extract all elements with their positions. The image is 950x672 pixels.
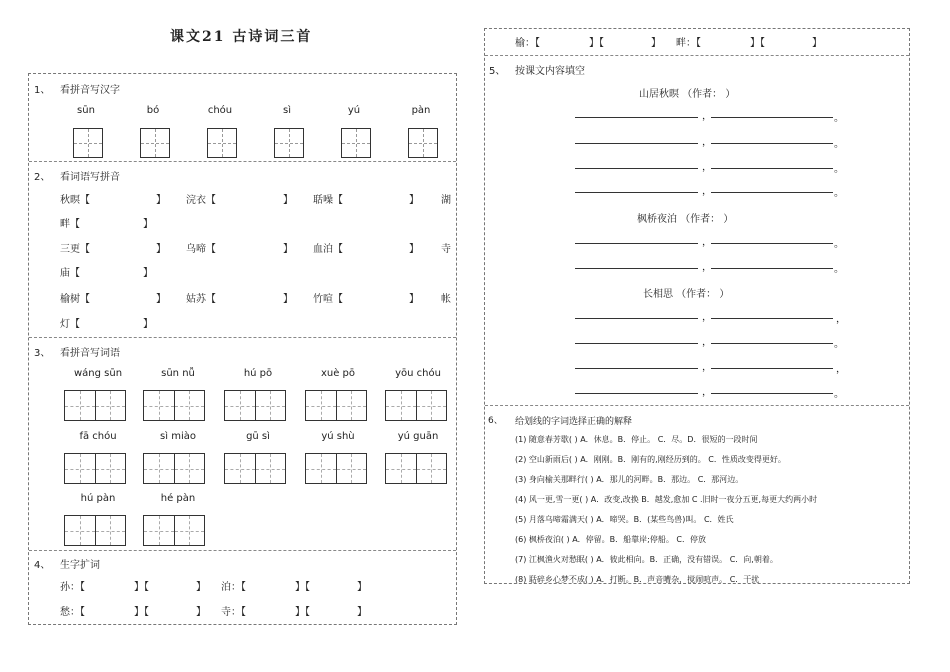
pinyin-wangsun: wáng sūn [73,368,123,379]
comma: ， [702,312,712,323]
word-sangeng: 三更【 [60,244,90,255]
section-1-number: 1、 [34,85,51,96]
bracket-close: 】 [283,294,293,305]
section-divider [29,161,456,162]
question-8: (8) 聒碎乡心梦不成( ) A．打断。B．声音嘈杂，搅闹喧声。 C．干扰 [515,575,760,584]
bracket-close: 】 [409,244,419,255]
writing-box-pair[interactable] [385,390,447,421]
comma: ， [702,262,712,273]
comma: ， [836,364,846,375]
pinyin-1: sūn [77,105,95,116]
answer-line[interactable] [711,343,833,344]
writing-box-pair[interactable] [143,390,205,421]
bracket-mid: 】【 [295,607,310,618]
word-sun: 孙：【 [60,582,85,593]
writing-box[interactable] [408,128,438,158]
section-4-number: 4、 [34,560,51,571]
answer-line[interactable] [575,368,698,369]
bracket-close: 】 [812,38,822,49]
writing-box-pair[interactable] [305,453,367,484]
section-4-header: 生字扩词 [60,560,100,571]
question-4: (4) 风一更,雪一更( ) A．改变,改换 B．越发,愈加 C .旧时一夜分五更,每更大约两小时 [515,495,818,504]
answer-line[interactable] [575,168,698,169]
bracket-close: 】 [283,244,293,255]
answer-line[interactable] [711,318,833,319]
section-2-header: 看词语写拼音 [60,172,120,183]
word-hu: 湖 [441,195,451,206]
comma: ， [702,237,712,248]
section-divider [485,405,909,406]
answer-line[interactable] [575,143,698,144]
question-3: (3) 身向榆关那畔行( ) A．那儿的河畔。B．那边。 C．那河边。 [515,475,744,484]
comma: ， [836,314,846,325]
pinyin-sunnv: sūn nǚ [161,368,195,379]
writing-box-pair[interactable] [305,390,367,421]
writing-box[interactable] [274,128,304,158]
section-3-header: 看拼音写词语 [60,348,120,359]
answer-line[interactable] [575,343,698,344]
section-1-header: 看拼音写汉字 [60,85,120,96]
pinyin-hupan: hú pàn [80,493,116,504]
pinyin-fachou: fā chóu [79,431,117,442]
question-6: (6) 枫桥夜泊( ) A．停留。B．船靠岸;停船。 C．停放 [515,535,706,544]
bracket-close: 】 [283,195,293,206]
bracket-mid: 】【 [295,582,310,593]
bracket-close: 】 [143,319,153,330]
section-divider [29,337,456,338]
pinyin-6: pàn [411,105,431,116]
pinyin-simiao: sì miào [160,431,196,442]
answer-line[interactable] [711,143,833,144]
pinyin-3: chóu [207,105,233,116]
answer-line[interactable] [711,192,833,193]
right-worksheet-panel [484,28,910,584]
bracket-close: 】 [651,38,661,49]
answer-line[interactable] [711,368,833,369]
comma: ， [702,111,712,122]
word-zhuxuan: 竹喧【 [313,294,343,305]
bracket-close: 】 [196,582,206,593]
word-huanyi: 浣衣【 [186,195,216,206]
period: 。 [834,113,844,124]
bracket-close: 】 [196,607,206,618]
bracket-close: 】 [156,195,166,206]
word-pan: 畔【 [60,219,80,230]
section-3-number: 3、 [34,348,51,359]
word-bo: 泊：【 [221,582,246,593]
writing-box-pair[interactable] [224,390,286,421]
word-yushu: 榆树【 [60,294,90,305]
pinyin-xuepo: xuè pō [320,368,356,379]
word-chou: 愁：【 [60,607,85,618]
section-6-number: 6、 [488,416,503,426]
writing-box[interactable] [341,128,371,158]
bracket-mid: 】【 [750,38,765,49]
writing-box[interactable] [207,128,237,158]
pinyin-youchou: yōu chóu [395,368,441,379]
period: 。 [834,139,844,150]
bracket-close: 】 [156,244,166,255]
pinyin-yuguan: yú guān [397,431,439,442]
comma: ， [702,362,712,373]
word-yu: 榆：【 [515,38,540,49]
writing-box-pair[interactable] [64,453,126,484]
section-5-header: 按课文内容填空 [515,66,585,77]
question-2: (2) 空山新雨后( ) A．刚刚。B．刚有的,刚经历到的。 C．性质改变得更好。 [515,455,786,464]
word-gusu: 姑苏【 [186,294,216,305]
writing-box[interactable] [73,128,103,158]
poem-title-fengqiaoyebo: 枫桥夜泊 （作者： ） [637,214,734,225]
writing-box-pair[interactable] [385,453,447,484]
question-7: (7) 江枫渔火对愁眠( ) A．彼此相向。B．正确，没有错误。 C．向,朝着。 [515,555,778,564]
answer-line[interactable] [575,268,698,269]
answer-line[interactable] [575,117,698,118]
page-title: 课文21 古诗词三首 [170,29,313,45]
word-zhang: 帐 [441,294,451,305]
pinyin-hupo: hú pō [243,368,273,379]
pinyin-4: sì [283,105,291,116]
word-miao: 庙【 [60,268,80,279]
period: 。 [834,164,844,175]
answer-line[interactable] [711,268,833,269]
bracket-close: 】 [357,582,367,593]
left-worksheet-panel [28,73,457,625]
period: 。 [834,264,844,275]
bracket-close: 】 [156,294,166,305]
section-5-number: 5、 [489,66,506,77]
pinyin-yushu: yú shù [321,431,355,442]
answer-line[interactable] [575,243,698,244]
period: 。 [834,239,844,250]
bracket-close: 】 [143,219,153,230]
writing-box-pair[interactable] [64,390,126,421]
word-xuepo: 血泊【 [313,244,343,255]
comma: ， [702,337,712,348]
word-si: 寺：【 [221,607,246,618]
word-wuti: 乌啼【 [186,244,216,255]
comma: ， [702,186,712,197]
comma: ， [702,137,712,148]
answer-line[interactable] [711,243,833,244]
answer-line[interactable] [575,192,698,193]
answer-line[interactable] [575,393,698,394]
answer-line[interactable] [711,117,833,118]
section-divider [485,55,909,56]
pinyin-2: bó [146,105,160,116]
writing-box-pair[interactable] [143,453,205,484]
bracket-mid: 】【 [134,582,149,593]
bracket-close: 】 [409,195,419,206]
section-2-number: 2、 [34,172,51,183]
answer-line[interactable] [575,318,698,319]
question-5: (5) 月落乌啼霜满天( ) A．啼哭。B．(某些鸟兽)叫。 C．姓氏 [515,515,734,524]
bracket-close: 】 [409,294,419,305]
writing-box-pair[interactable] [224,453,286,484]
bracket-mid: 】【 [589,38,604,49]
word-deng: 灯【 [60,319,80,330]
period: 。 [834,389,844,400]
writing-box-pair[interactable] [143,515,205,546]
period: 。 [834,188,844,199]
comma: ， [702,387,712,398]
question-1: (1) 随意春芳歇( ) A．休息。B．停止。 C．尽。D．很短的一段时间 [515,435,758,444]
word-guozao: 聒噪【 [313,195,343,206]
pinyin-5: yú [347,105,361,116]
bracket-close: 】 [143,268,153,279]
comma: ， [702,162,712,173]
writing-box[interactable] [140,128,170,158]
poem-title-changxiangsi: 长相思 （作者： ） [643,289,730,300]
word-pan: 畔：【 [676,38,701,49]
section-6-header: 给划线的字词选择正确的解释 [515,417,633,427]
writing-box-pair[interactable] [64,515,126,546]
period: 。 [834,339,844,350]
bracket-close: 】 [357,607,367,618]
bracket-mid: 】【 [134,607,149,618]
pinyin-gusi: gū sì [246,431,270,442]
word-si: 寺 [441,244,451,255]
word-qiuming: 秋暝【 [60,195,90,206]
pinyin-hepan: hé pàn [160,493,196,504]
poem-title-shanjuqiuming: 山居秋暝 （作者： ） [639,89,736,100]
answer-line[interactable] [711,168,833,169]
answer-line[interactable] [711,393,833,394]
section-divider [29,550,456,551]
